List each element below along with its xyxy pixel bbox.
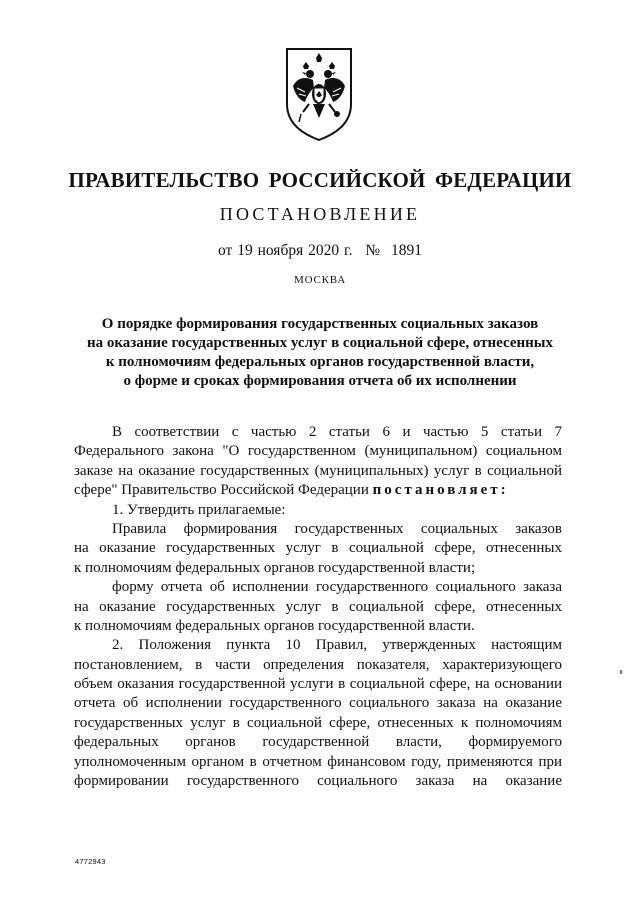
body-line: Федерального закона "О государственном (муниципальном) социальном bbox=[74, 443, 562, 460]
body-line bbox=[74, 481, 562, 500]
document-subject bbox=[80, 315, 560, 391]
body-line: на оказание государственных услуг в социальной сфере, отнесенных bbox=[74, 540, 562, 557]
body-line: уполномоченным органом в отчетном финансовом году, применяются при bbox=[74, 753, 562, 770]
city-name: МОСКВА bbox=[294, 274, 346, 286]
subject-line: О порядке формирования государственных социальных заказов bbox=[101, 316, 539, 332]
subject-line: о форме и сроках формирования отчета об их исполнении bbox=[123, 373, 517, 389]
body-line: отчета об исполнении государственного социального заказа на оказание bbox=[74, 695, 562, 712]
number-sign: № bbox=[365, 242, 381, 259]
body-line-text: сфере" Правительство Российской Федерации bbox=[74, 482, 369, 499]
scan-artifact bbox=[620, 670, 622, 674]
body-line: В соответствии с частью 2 статьи 6 и частью 5 статьи 7 bbox=[112, 424, 562, 440]
state-emblem-icon bbox=[283, 46, 355, 142]
document-number: 1891 bbox=[391, 242, 422, 259]
body-line: 1. Утвердить прилагаемые: bbox=[112, 501, 286, 518]
date-prefix: от bbox=[217, 242, 233, 259]
body-line: форму отчета об исполнении государственного социального заказа bbox=[112, 579, 562, 596]
subject-line: на оказание государственных услуг в социальной сфере, отнесенных bbox=[86, 335, 554, 351]
government-title: ПРАВИТЕЛЬСТВО РОССИЙСКОЙ ФЕДЕРАЦИИ bbox=[68, 168, 572, 192]
body-line: на оказание государственных услуг в социальной сфере, отнесенных bbox=[74, 598, 562, 615]
body-line: постановлением, в части определения показателя, характеризующего bbox=[74, 656, 562, 673]
document-code: 4772943 bbox=[75, 857, 106, 866]
body-line: федеральных органов государственной власти, формируемого bbox=[74, 734, 562, 751]
document-date-line bbox=[0, 242, 640, 260]
body-line: объем оказания государственной услуги в социальной сфере, на основании bbox=[74, 676, 562, 693]
subject-line: к полномочиям федеральных органов государственной власти, bbox=[105, 354, 535, 370]
body-line: к полномочиям федеральных органов государственной власти. bbox=[74, 617, 475, 634]
body-line: формировании государственного социального заказа на оказание bbox=[74, 773, 562, 790]
decree-keyword: постановляет: bbox=[372, 482, 509, 499]
document-body bbox=[74, 423, 562, 791]
body-line: 2. Положения пункта 10 Правил, утвержденных настоящим bbox=[112, 637, 562, 654]
body-line: к полномочиям федеральных органов государственной власти; bbox=[74, 559, 476, 576]
body-line: Правила формирования государственных социальных заказов bbox=[112, 520, 562, 537]
document-type: ПОСТАНОВЛЕНИЕ bbox=[219, 204, 421, 224]
body-line: заказе на оказание государственных (муниципальных) услуг в социальной bbox=[74, 462, 562, 479]
document-date: 19 ноября 2020 г. bbox=[237, 242, 353, 259]
body-line: государственных услуг в социальной сфере, отнесенных к полномочиям bbox=[74, 714, 562, 731]
